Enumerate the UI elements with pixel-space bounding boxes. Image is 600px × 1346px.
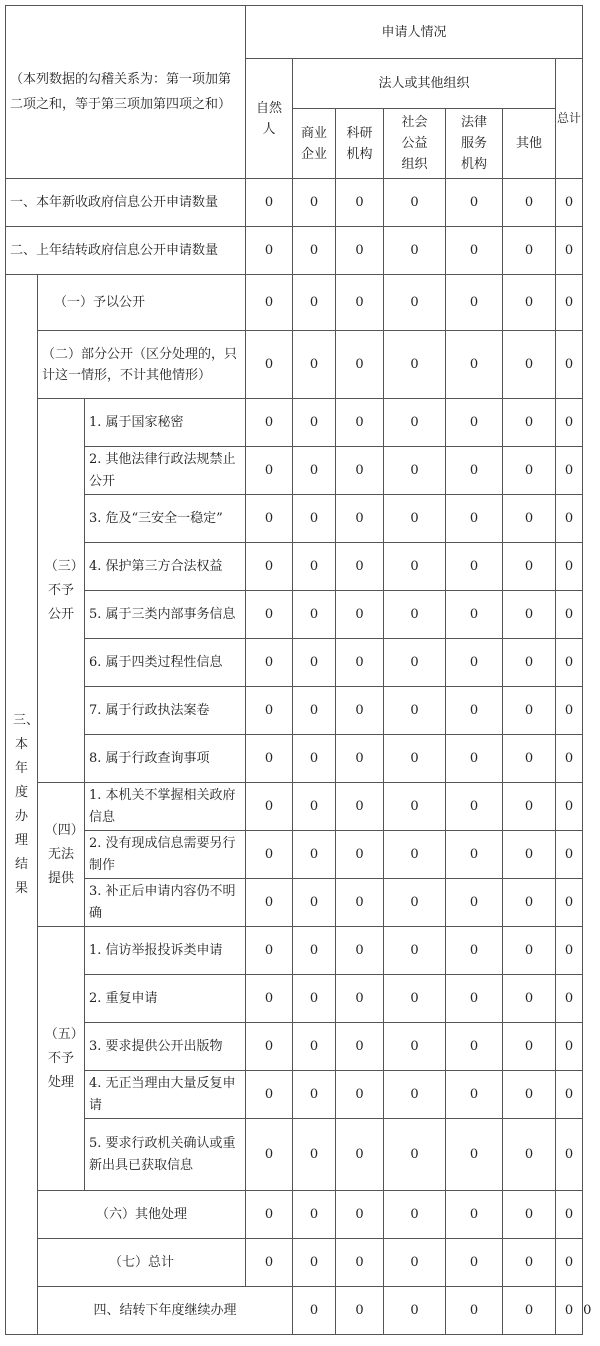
cell-value: 0	[336, 447, 384, 495]
cell-value: 0	[336, 1071, 384, 1119]
cell-value: 0	[336, 927, 384, 975]
table-row	[6, 1191, 583, 1239]
cell-value: 0	[446, 1239, 503, 1287]
cell-value: 0	[446, 735, 503, 783]
cell-value: 0	[293, 227, 336, 275]
legal-service-header: 法律服务机构	[446, 109, 503, 179]
row-label: 2. 没有现成信息需要另行制作	[85, 831, 246, 879]
cell-value: 0	[446, 227, 503, 275]
cell-value: 0	[336, 543, 384, 591]
cell-value: 0	[556, 879, 583, 927]
cell-value: 0	[503, 179, 556, 227]
cell-value: 0	[336, 399, 384, 447]
table-row	[6, 331, 583, 399]
row-label: 2. 其他法律行政法规禁止公开	[85, 447, 246, 495]
cell-value: 0	[446, 639, 503, 687]
table-row	[6, 783, 583, 831]
cell-value: 0	[246, 783, 293, 831]
cell-value: 0	[556, 275, 583, 331]
cell-value: 0	[503, 495, 556, 543]
cell-value: 0	[503, 783, 556, 831]
table-row	[6, 495, 583, 543]
cell-value: 0	[384, 735, 446, 783]
cell-value: 0	[246, 975, 293, 1023]
cell-value: 0	[446, 179, 503, 227]
cell-value: 0	[246, 687, 293, 735]
row-label: 一、本年新收政府信息公开申请数量	[6, 179, 246, 227]
cell-value: 0	[556, 687, 583, 735]
cell-value: 0	[336, 735, 384, 783]
research-header: 科研机构	[336, 109, 384, 179]
cell-value: 0	[293, 975, 336, 1023]
cell-value: 0	[246, 1239, 293, 1287]
cell-value: 0	[293, 447, 336, 495]
cell-value: 0	[336, 975, 384, 1023]
row-label: 四、结转下年度继续办理	[38, 1287, 293, 1335]
cell-value: 0	[503, 1119, 556, 1191]
row-label: 7. 属于行政执法案卷	[85, 687, 246, 735]
cell-value: 0	[246, 275, 293, 331]
cell-value: 0	[446, 687, 503, 735]
cell-value: 0	[384, 1119, 446, 1191]
cell-value: 0	[246, 543, 293, 591]
table-row	[6, 543, 583, 591]
no-processing-group-label: （五）不予处理	[38, 927, 85, 1191]
row-label: 1. 信访举报投诉类申请	[85, 927, 246, 975]
cell-value: 0	[246, 1071, 293, 1119]
cell-value: 0	[384, 783, 446, 831]
cell-value: 0	[446, 447, 503, 495]
cell-value: 0	[556, 783, 583, 831]
cell-value: 0	[293, 1023, 336, 1071]
cell-value: 0	[556, 1071, 583, 1119]
cell-value: 0	[336, 179, 384, 227]
cell-value: 0	[384, 275, 446, 331]
cell-value: 0	[556, 927, 583, 975]
cell-value: 0	[556, 639, 583, 687]
cell-value: 0	[503, 1287, 556, 1335]
cell-value: 0	[384, 879, 446, 927]
cell-value: 0	[246, 447, 293, 495]
cell-value: 0	[246, 879, 293, 927]
cell-value: 0	[384, 543, 446, 591]
cell-value: 0	[446, 1023, 503, 1071]
cell-value: 0	[293, 543, 336, 591]
row-label: 3. 补正后申请内容仍不明确	[85, 879, 246, 927]
cell-value: 0	[446, 275, 503, 331]
cell-value: 0	[293, 275, 336, 331]
cell-value: 0	[446, 1071, 503, 1119]
cell-value: 0	[446, 927, 503, 975]
cell-value: 0	[246, 1119, 293, 1191]
cell-value: 0	[336, 275, 384, 331]
table-row	[6, 1239, 583, 1287]
cell-value: 0	[556, 591, 583, 639]
table-row	[6, 447, 583, 495]
cell-value: 0	[384, 447, 446, 495]
cell-value: 0	[246, 591, 293, 639]
cell-value: 0	[384, 399, 446, 447]
cell-value: 0	[384, 1239, 446, 1287]
row-label: 1. 本机关不掌握相关政府信息	[85, 783, 246, 831]
table-row	[6, 399, 583, 447]
row-label: （二）部分公开（区分处理的，只计这一情形，不计其他情形）	[38, 331, 246, 399]
cell-value: 0	[336, 783, 384, 831]
cell-value: 0	[446, 783, 503, 831]
cell-value: 0	[336, 831, 384, 879]
cell-value: 0	[556, 495, 583, 543]
cell-value: 0	[384, 1023, 446, 1071]
section-three-label: 三、本年度办理结果	[6, 275, 38, 1335]
cell-value: 0	[384, 1071, 446, 1119]
applicant-situation-header: 申请人情况	[246, 6, 583, 59]
cell-value: 0	[384, 639, 446, 687]
cell-value: 0	[336, 227, 384, 275]
table-row	[6, 227, 583, 275]
cell-value: 0	[503, 1023, 556, 1071]
table-row	[6, 879, 583, 927]
cell-value: 0	[556, 399, 583, 447]
cell-value: 0	[446, 591, 503, 639]
cell-value: 0	[556, 331, 583, 399]
cannot-provide-group-label: （四）无法提供	[38, 783, 85, 927]
table-row	[6, 927, 583, 975]
row-label: 5. 要求行政机关确认或重新出具已获取信息	[85, 1119, 246, 1191]
cell-value: 0	[556, 1023, 583, 1071]
cell-value: 0	[446, 543, 503, 591]
cell-value: 0	[293, 1287, 336, 1335]
cell-value: 0	[503, 543, 556, 591]
cell-value: 0	[503, 1071, 556, 1119]
cell-value: 0	[556, 179, 583, 227]
row-label: 5. 属于三类内部事务信息	[85, 591, 246, 639]
cell-value: 0	[446, 1287, 503, 1335]
gov-info-disclosure-table	[5, 5, 592, 1335]
not-public-group-label: （三）不予公开	[38, 399, 85, 783]
table-row	[6, 735, 583, 783]
cell-value: 0	[336, 879, 384, 927]
cell-value: 0	[336, 331, 384, 399]
table-row	[6, 1071, 583, 1119]
cell-value: 0	[556, 227, 583, 275]
table-row	[6, 1119, 583, 1191]
cell-value: 0	[384, 831, 446, 879]
table-row	[6, 591, 583, 639]
cell-value: 0	[503, 831, 556, 879]
cell-value: 0	[503, 927, 556, 975]
cell-value: 0	[556, 831, 583, 879]
others-header: 其他	[503, 109, 556, 179]
cell-value: 0	[503, 639, 556, 687]
cell-value: 0	[503, 447, 556, 495]
cell-value: 0	[503, 687, 556, 735]
header-row-1	[6, 6, 583, 59]
row-label: 8. 属于行政查询事项	[85, 735, 246, 783]
table-row	[6, 831, 583, 879]
header-note: （本列数据的勾稽关系为：第一项加第二项之和，等于第三项加第四项之和）	[6, 6, 246, 179]
cell-value: 0	[336, 1023, 384, 1071]
table-row	[6, 639, 583, 687]
cell-value: 0	[503, 399, 556, 447]
row-label: 6. 属于四类过程性信息	[85, 639, 246, 687]
table-row: 四、结转下年度继续办理 0 0 0 0 0 0 0	[6, 1287, 583, 1335]
cell-value: 0	[384, 495, 446, 543]
cell-value: 0	[446, 879, 503, 927]
row-label: （一）予以公开	[38, 275, 246, 331]
cell-value: 0	[293, 1119, 336, 1191]
cell-value: 0	[336, 687, 384, 735]
cell-value: 0	[246, 831, 293, 879]
cell-value: 0	[503, 1239, 556, 1287]
cell-value: 0	[556, 1287, 583, 1335]
cell-value: 0	[446, 831, 503, 879]
cell-value: 0	[503, 331, 556, 399]
cell-value: 0	[503, 879, 556, 927]
legal-persons-header: 法人或其他组织	[293, 59, 556, 109]
cell-value: 0	[446, 331, 503, 399]
cell-value: 0	[246, 495, 293, 543]
cell-value: 0	[503, 275, 556, 331]
cell-value: 0	[503, 1191, 556, 1239]
cell-value: 0	[556, 975, 583, 1023]
cell-value: 0	[336, 1287, 384, 1335]
cell-value: 0	[556, 735, 583, 783]
cell-value: 0	[446, 1191, 503, 1239]
cell-value: 0	[446, 975, 503, 1023]
row-label: 4. 保护第三方合法权益	[85, 543, 246, 591]
cell-value: 0	[293, 735, 336, 783]
cell-value: 0	[503, 975, 556, 1023]
cell-value: 0	[556, 543, 583, 591]
cell-value: 0	[384, 1191, 446, 1239]
cell-value: 0	[293, 783, 336, 831]
cell-value: 0	[446, 495, 503, 543]
cell-value: 0	[293, 639, 336, 687]
cell-value: 0	[556, 447, 583, 495]
cell-value: 0	[384, 179, 446, 227]
cell-value: 0	[246, 1023, 293, 1071]
table-row	[6, 275, 583, 331]
cell-value: 0	[446, 399, 503, 447]
table-row	[6, 1023, 583, 1071]
cell-value: 0	[336, 1119, 384, 1191]
row-label: 4. 无正当理由大量反复申请	[85, 1071, 246, 1119]
cell-value: 0	[293, 495, 336, 543]
cell-value: 0	[246, 331, 293, 399]
total-header: 总计	[556, 59, 583, 179]
row-label: （六）其他处理	[38, 1191, 246, 1239]
cell-value: 0	[336, 495, 384, 543]
row-label: 2. 重复申请	[85, 975, 246, 1023]
cell-value: 0	[556, 1239, 583, 1287]
natural-person-header: 自然人	[246, 59, 293, 179]
cell-value: 0	[246, 639, 293, 687]
cell-value: 0	[246, 399, 293, 447]
cell-value: 0	[246, 227, 293, 275]
row-label: 3. 危及“三安全一稳定”	[85, 495, 246, 543]
cell-value: 0	[556, 1119, 583, 1191]
table-row	[6, 975, 583, 1023]
cell-value: 0	[384, 1287, 446, 1335]
cell-value: 0	[293, 687, 336, 735]
cell-value: 0	[556, 1191, 583, 1239]
cell-value: 0	[293, 1071, 336, 1119]
table-row	[6, 179, 583, 227]
cell-value: 0	[503, 735, 556, 783]
cell-value: 0	[384, 927, 446, 975]
cell-value: 0	[293, 831, 336, 879]
cell-value: 0	[293, 1191, 336, 1239]
cell-value: 0	[293, 879, 336, 927]
row-label: 二、上年结转政府信息公开申请数量	[6, 227, 246, 275]
cell-value: 0	[336, 591, 384, 639]
cell-value: 0	[384, 331, 446, 399]
cell-value: 0	[384, 227, 446, 275]
cell-value: 0	[293, 591, 336, 639]
cell-value: 0	[336, 639, 384, 687]
cell-value: 0	[246, 1191, 293, 1239]
cell-value: 0	[384, 591, 446, 639]
row-label: 1. 属于国家秘密	[85, 399, 246, 447]
commercial-header: 商业企业	[293, 109, 336, 179]
cell-value: 0	[246, 927, 293, 975]
cell-value: 0	[246, 179, 293, 227]
table-row	[6, 687, 583, 735]
cell-value: 0	[446, 1119, 503, 1191]
cell-value: 0	[293, 179, 336, 227]
row-label: 3. 要求提供公开出版物	[85, 1023, 246, 1071]
cell-value: 0	[246, 735, 293, 783]
cell-value: 0	[503, 591, 556, 639]
cell-value: 0	[293, 927, 336, 975]
cell-value: 0	[384, 975, 446, 1023]
social-welfare-header: 社会公益组织	[384, 109, 446, 179]
cell-value: 0	[503, 227, 556, 275]
cell-value: 0	[384, 687, 446, 735]
cell-value: 0	[293, 399, 336, 447]
cell-value: 0	[293, 331, 336, 399]
row-label: （七）总计	[38, 1239, 246, 1287]
cell-value: 0	[336, 1239, 384, 1287]
cell-value: 0	[293, 1239, 336, 1287]
cell-value: 0	[336, 1191, 384, 1239]
